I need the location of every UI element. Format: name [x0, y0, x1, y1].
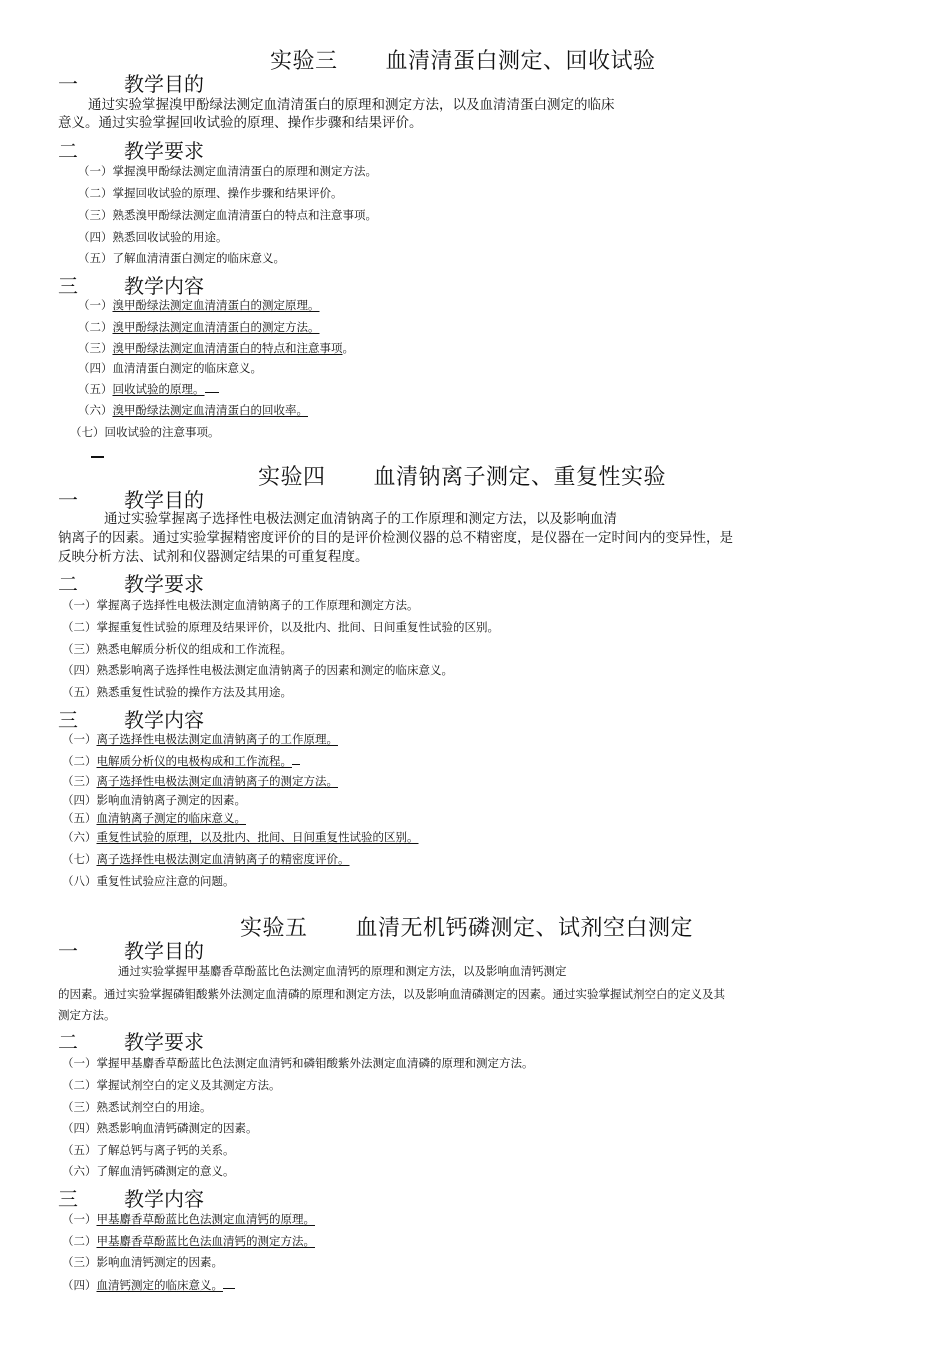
- item-text: 离子选择性电极法测定血清钠离子的测定方法。: [96, 774, 338, 788]
- exp5-objective-line3: 测定方法。: [58, 1008, 116, 1022]
- exp5-title-text: 血清无机钙磷测定、试剂空白测定: [355, 916, 694, 941]
- exp4-content-5: [62, 810, 246, 826]
- exp5-requirement-5: （五）了解总钙与离子钙的关系。: [62, 1143, 235, 1157]
- exp5-requirement-3: （三）熟悉试剂空白的用途。: [62, 1100, 212, 1114]
- section-heading-text: 教学要求: [124, 572, 204, 596]
- exp3-title-num: 实验三: [270, 49, 338, 74]
- exp4-title: [258, 460, 666, 491]
- exp3-requirement-5: （五）了解血清清蛋白测定的临床意义。: [78, 251, 285, 265]
- item-prefix: （二）: [62, 754, 97, 768]
- item-text: 溴甲酚绿法测定血清清蛋白的特点和注意事项: [112, 341, 343, 355]
- item-prefix: （八）: [62, 874, 97, 888]
- item-text: 血清钙测定的临床意义。: [96, 1278, 223, 1292]
- item-prefix: （五）: [62, 811, 97, 825]
- section-heading-text: 教学内容: [124, 274, 204, 298]
- exp4-title-text: 血清钠离子测定、重复性实验: [373, 465, 667, 490]
- exp3-content-7: [70, 424, 220, 440]
- separator-dash: [91, 456, 104, 458]
- item-prefix: （三）: [62, 1255, 97, 1269]
- item-prefix: （三）: [78, 341, 113, 355]
- item-prefix: （四）: [62, 793, 97, 807]
- exp5-requirement-1: （一）掌握甲基麝香草酚蓝比色法测定血清钙和磷钼酸紫外法测定血清磷的原理和测定方法。: [62, 1056, 534, 1070]
- section-heading-text: 教学内容: [124, 1187, 204, 1211]
- exp5-content-4: [62, 1276, 235, 1293]
- section-number: 一: [58, 488, 78, 512]
- exp4-content-1: [62, 731, 338, 747]
- exp5-content-2: [62, 1233, 315, 1249]
- exp3-content-5: [78, 380, 219, 397]
- exp4-content-2: [62, 752, 300, 769]
- item-prefix: （六）: [62, 830, 97, 844]
- exp3-title: [270, 44, 656, 75]
- item-prefix: （四）: [78, 361, 113, 375]
- item-prefix: （一）: [62, 732, 97, 746]
- item-prefix: （二）: [62, 1234, 97, 1248]
- section-number: 一: [58, 939, 78, 963]
- exp4-objective-line2: 钠离子的因素。通过实验掌握精密度评价的目的是评价检测仪器的总不精密度，是仪器在一定时间内的变异性，是: [58, 530, 733, 546]
- exp5-title-num: 实验五: [240, 916, 308, 941]
- section-number: 三: [58, 708, 78, 732]
- item-text: 重复性试验的原理，以及批内、批间、日间重复性试验的区别。: [96, 830, 419, 844]
- item-text: 电解质分析仪的电极构成和工作流程。: [96, 754, 292, 768]
- item-text: 血清钠离子测定的临床意义。: [96, 811, 246, 825]
- exp3-requirement-3: （三）熟悉溴甲酚绿法测定血清清蛋白的特点和注意事项。: [78, 208, 377, 222]
- item-prefix: （五）: [78, 382, 113, 396]
- section-number: 三: [58, 274, 78, 298]
- exp5-heading-objective: [58, 935, 204, 964]
- item-prefix: （四）: [62, 1278, 97, 1292]
- section-heading-text: 教学目的: [124, 488, 204, 512]
- exp4-objective-line3: 反映分析方法、试剂和仪器测定结果的可重复程度。: [58, 549, 369, 565]
- exp4-requirement-4: （四）熟悉影响离子选择性电极法测定血清钠离子的因素和测定的临床意义。: [62, 663, 453, 677]
- exp3-requirement-4: （四）熟悉回收试验的用途。: [78, 230, 228, 244]
- section-number: 二: [58, 139, 78, 163]
- exp3-content-3: [78, 340, 354, 356]
- item-text: 甲基麝香草酚蓝比色法测定血清钙的原理。: [96, 1212, 315, 1226]
- exp5-content-3: [62, 1254, 223, 1270]
- exp4-content-4: [62, 792, 246, 808]
- section-number: 一: [58, 72, 78, 96]
- exp4-heading-contents: [58, 704, 204, 733]
- exp5-heading-contents: [58, 1183, 204, 1212]
- item-prefix: （二）: [78, 320, 113, 334]
- exp4-content-7: [62, 851, 350, 867]
- exp4-requirement-1: （一）掌握离子选择性电极法测定血清钠离子的工作原理和测定方法。: [62, 598, 419, 612]
- item-text: 影响血清钙测定的因素。: [96, 1255, 223, 1269]
- exp3-objective-line2: 意义。通过实验掌握回收试验的原理、操作步骤和结果评价。: [58, 115, 423, 131]
- exp5-content-1: [62, 1211, 315, 1227]
- exp4-requirement-5: （五）熟悉重复性试验的操作方法及其用途。: [62, 685, 292, 699]
- exp3-content-4: [78, 360, 262, 376]
- item-text: 血清清蛋白测定的临床意义。: [112, 361, 262, 375]
- exp5-requirement-2: （二）掌握试剂空白的定义及其测定方法。: [62, 1078, 281, 1092]
- item-prefix: （三）: [62, 774, 97, 788]
- exp5-objective-line1: 通过实验掌握甲基麝香草酚蓝比色法测定血清钙的原理和测定方法，以及影响血清钙测定: [118, 964, 567, 978]
- exp4-content-6: [62, 829, 419, 845]
- exp3-heading-requirements: [58, 135, 204, 164]
- item-prefix: （一）: [78, 298, 113, 312]
- item-text: 回收试验的注意事项。: [104, 425, 220, 439]
- underline-tail: [205, 380, 219, 393]
- section-number: 二: [58, 572, 78, 596]
- item-text: 溴甲酚绿法测定血清清蛋白的测定方法。: [112, 320, 320, 334]
- item-text: 回收试验的原理。: [112, 382, 205, 396]
- item-text: 重复性试验应注意的问题。: [96, 874, 235, 888]
- item-text: 影响血清钠离子测定的因素。: [96, 793, 246, 807]
- exp5-objective-line2: 的因素。通过实验掌握磷钼酸紫外法测定血清磷的原理和测定方法，以及影响血清磷测定的因素。通过实验掌握试剂空白的定义及其: [58, 987, 725, 1001]
- section-number: 二: [58, 1030, 78, 1054]
- exp5-requirement-4: （四）熟悉影响血清钙磷测定的因素。: [62, 1121, 258, 1135]
- section-heading-text: 教学内容: [124, 708, 204, 732]
- item-prefix: （七）: [62, 852, 97, 866]
- exp3-requirement-2: （二）掌握回收试验的原理、操作步骤和结果评价。: [78, 186, 343, 200]
- exp3-content-2: [78, 319, 320, 335]
- underline-tail: [292, 752, 300, 765]
- item-prefix: （七）: [70, 425, 105, 439]
- exp4-title-num: 实验四: [258, 465, 326, 490]
- exp3-objective-line1: 通过实验掌握溴甲酚绿法测定血清清蛋白的原理和测定方法，以及血清清蛋白测定的临床: [88, 97, 615, 113]
- section-heading-text: 教学目的: [124, 72, 204, 96]
- exp3-requirement-1: （一）掌握溴甲酚绿法测定血清清蛋白的原理和测定方法。: [78, 164, 377, 178]
- exp4-content-3: [62, 773, 338, 789]
- exp5-heading-requirements: [58, 1026, 204, 1055]
- exp4-requirement-3: （三）熟悉电解质分析仪的组成和工作流程。: [62, 642, 292, 656]
- section-heading-text: 教学要求: [124, 139, 204, 163]
- item-prefix: （一）: [62, 1212, 97, 1226]
- exp5-title: [240, 911, 693, 942]
- item-prefix: （六）: [78, 403, 113, 417]
- item-text: 离子选择性电极法测定血清钠离子的精密度评价。: [96, 852, 350, 866]
- exp4-heading-objective: [58, 484, 204, 513]
- section-heading-text: 教学目的: [124, 939, 204, 963]
- exp4-heading-requirements: [58, 568, 204, 597]
- item-tail: 。: [342, 341, 354, 355]
- item-text: 甲基麝香草酚蓝比色法血清钙的测定方法。: [96, 1234, 315, 1248]
- exp4-objective-line1: 通过实验掌握离子选择性电极法测定血清钠离子的工作原理和测定方法，以及影响血清: [104, 511, 617, 527]
- exp4-requirement-2: （二）掌握重复性试验的原理及结果评价，以及批内、批间、日间重复性试验的区别。: [62, 620, 499, 634]
- underline-tail: [223, 1276, 235, 1289]
- exp4-content-8: [62, 873, 235, 889]
- item-text: 离子选择性电极法测定血清钠离子的工作原理。: [96, 732, 338, 746]
- section-heading-text: 教学要求: [124, 1030, 204, 1054]
- exp3-content-1: [78, 297, 320, 313]
- exp3-content-6: [78, 402, 308, 418]
- section-number: 三: [58, 1187, 78, 1211]
- item-text: 溴甲酚绿法测定血清清蛋白的测定原理。: [112, 298, 320, 312]
- exp3-title-text: 血清清蛋白测定、回收试验: [385, 49, 656, 74]
- exp5-requirement-6: （六）了解血清钙磷测定的意义。: [62, 1164, 235, 1178]
- item-text: 溴甲酚绿法测定血清清蛋白的回收率。: [112, 403, 308, 417]
- exp3-heading-contents: [58, 270, 204, 299]
- exp3-heading-objective: [58, 68, 204, 97]
